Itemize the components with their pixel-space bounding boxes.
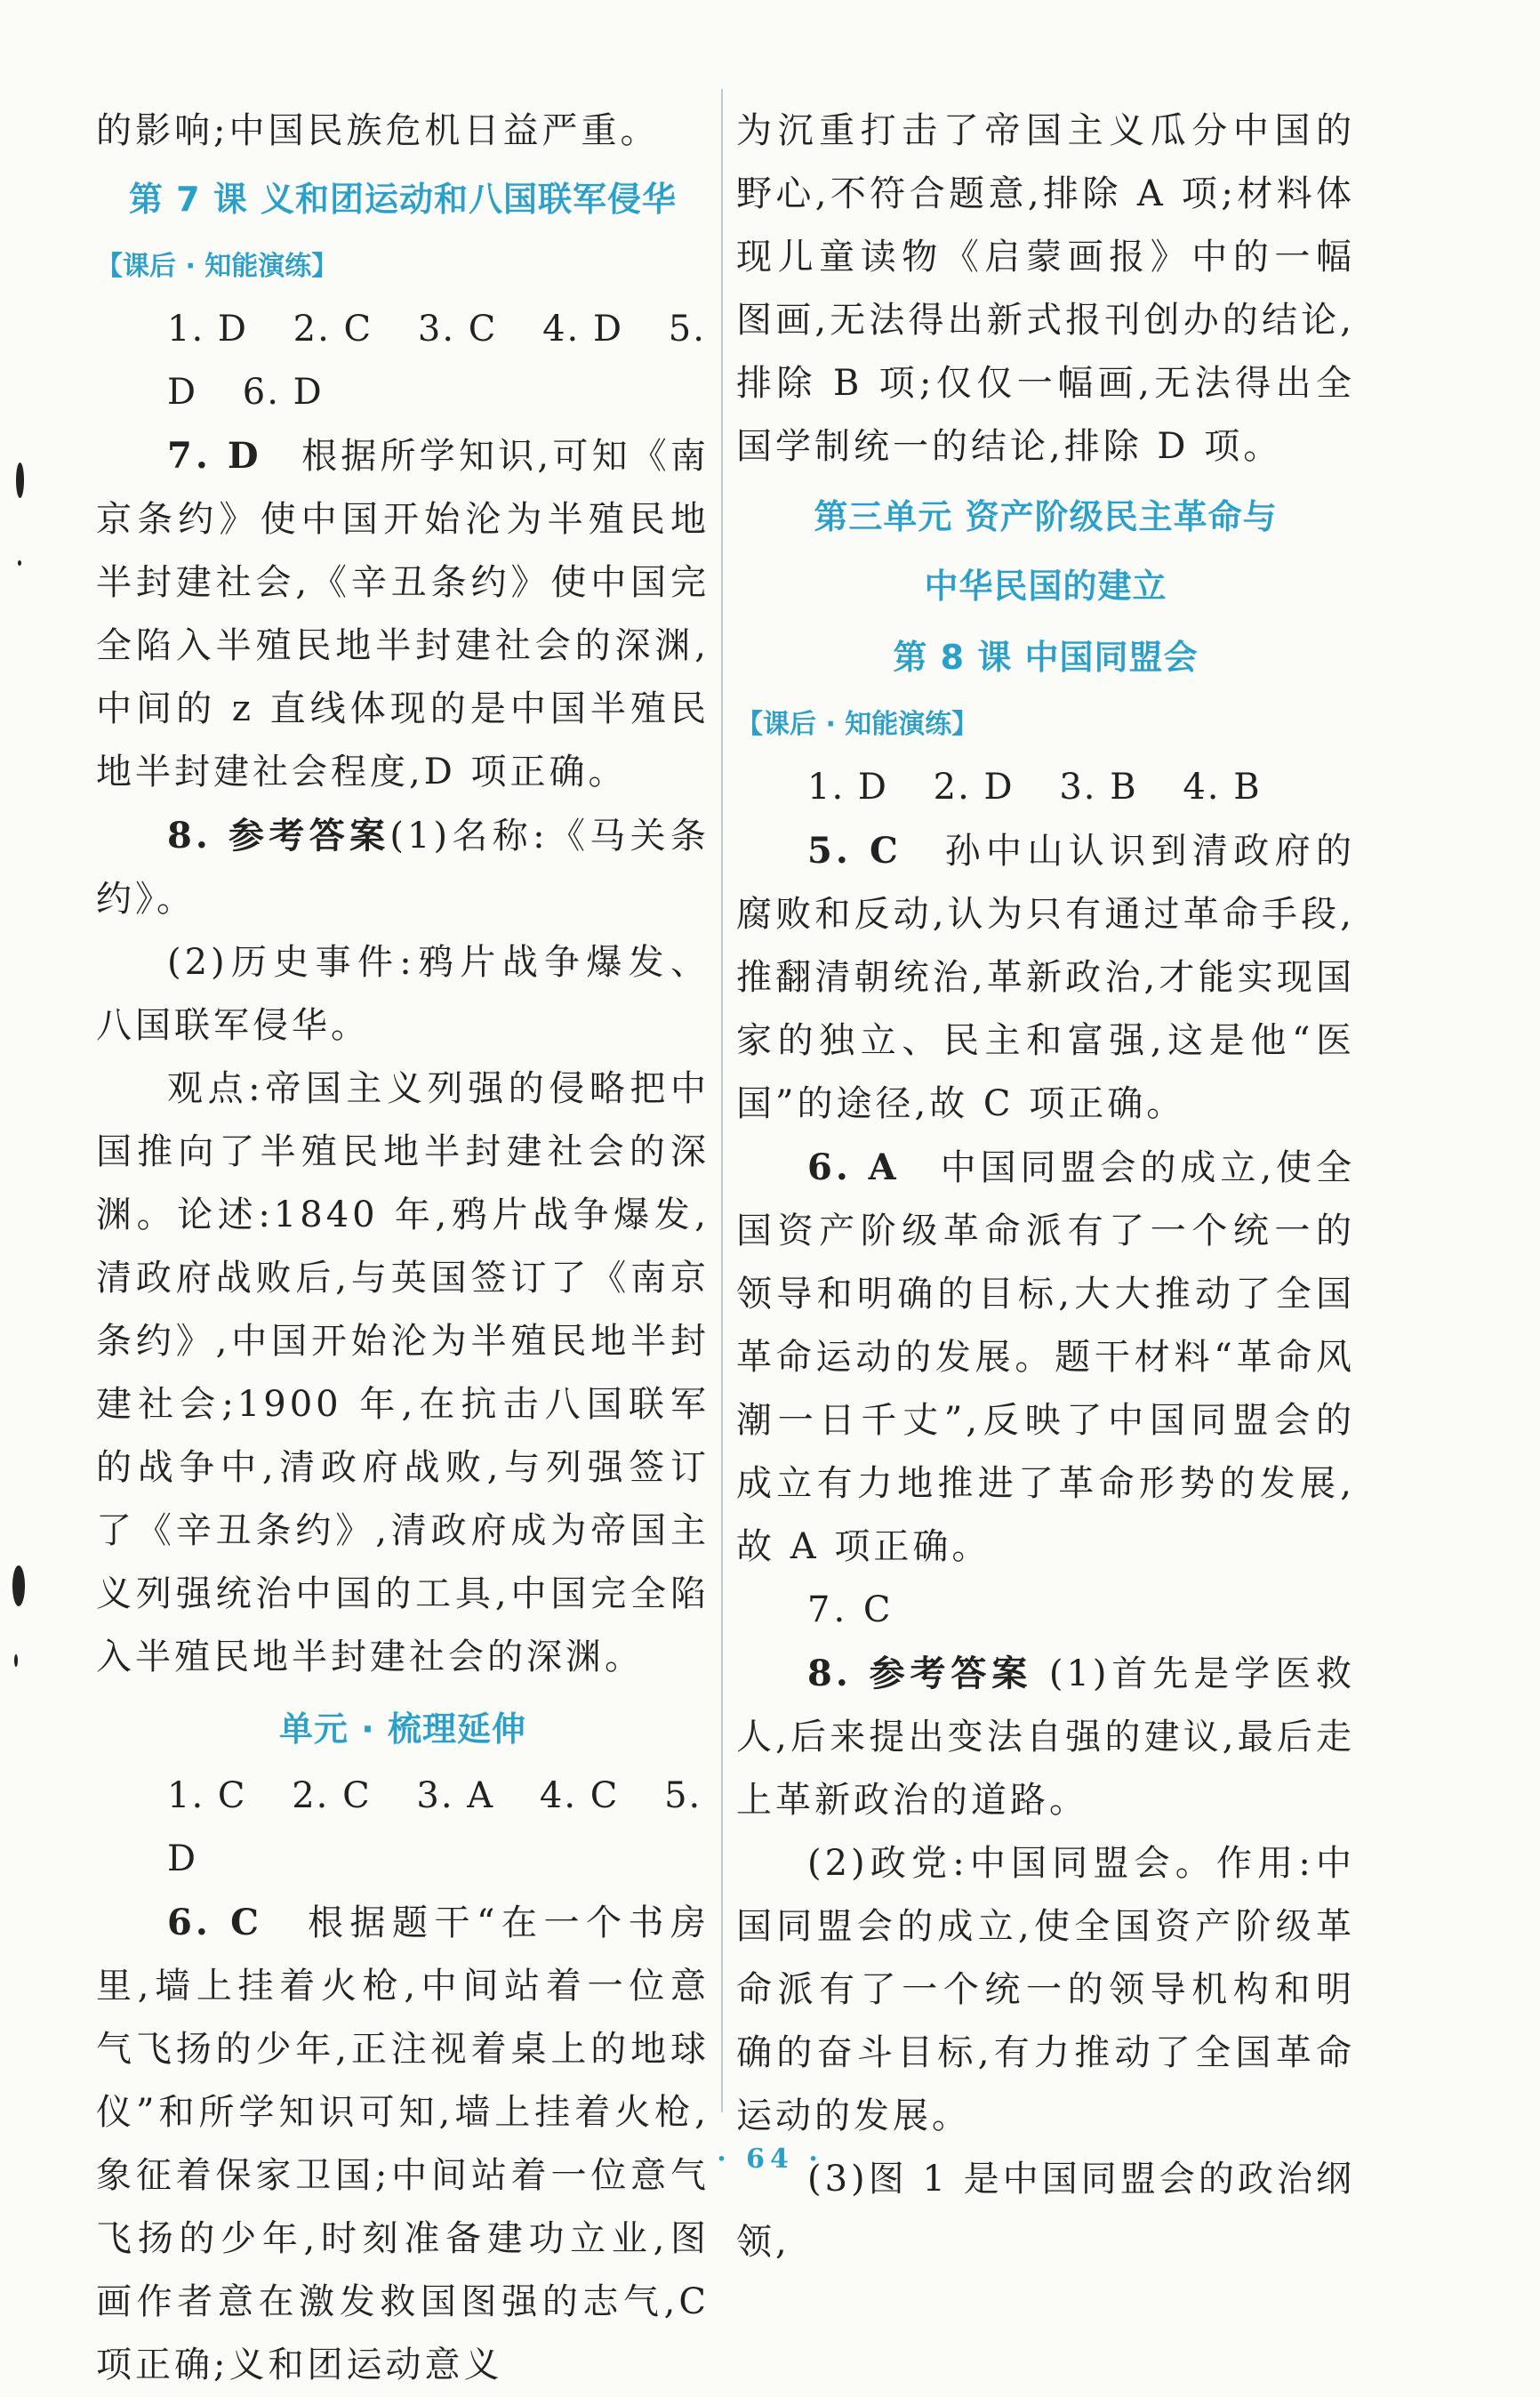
explanation-text: 根据所学知识,可知《南京条约》使中国开始沦为半殖民地半封建社会,《辛丑条约》使中国完全陷入半殖民地半封建社会的深渊,中间的 z 直线体现的是中国半殖民地半封建社会程度,D 项正确。 — [96, 436, 710, 792]
page-number: · 64 · — [717, 2144, 823, 2175]
paragraph: (2)历史事件:鸦片战争爆发、八国联军侵华。 — [96, 942, 710, 1046]
answer: 1. C — [167, 1775, 247, 1816]
answer: 4. C — [539, 1775, 620, 1816]
paragraph: (2)政党:中国同盟会。作用:中国同盟会的成立,使全国资产阶级革命派有了一个统一的领导机构和明确的奋斗目标,有力推动了全国革命运动的发展。 — [736, 1843, 1355, 2136]
explanation — [96, 424, 710, 804]
answer-row — [96, 298, 710, 424]
answer-label: 8. 参考答案 — [167, 815, 390, 857]
question-number: 5. C — [807, 830, 902, 872]
reference-answer — [96, 804, 710, 931]
answer: 2. C — [293, 309, 373, 350]
answer-text: (1)名称:《马关条约》。 — [96, 816, 710, 920]
answer: 4. B — [1183, 767, 1262, 808]
scan-mark — [18, 560, 21, 566]
explanation — [736, 819, 1355, 1136]
answer-row — [736, 756, 1355, 819]
answer: 2. D — [933, 767, 1015, 808]
reference-answer — [736, 1642, 1355, 1832]
explanation-text: 孙中山认识到清政府的腐败和反动,认为只有通过革命手段,推翻清朝统治,革新政治,才能实现国家的独立、民主和富强,这是他“医国”的途径,故 C 项正确。 — [736, 831, 1356, 1124]
answer: 7. C — [807, 1589, 894, 1630]
answer: 4. D — [542, 309, 624, 350]
paragraph: 为沉重打击了帝国主义瓜分中国的野心,不符合题意,排除 A 项;材料体现儿童读物《启蒙画报》中的一幅图画,无法得出新式报刊创办的结论,排除 B 项;仅仅一幅画,无法得出全国学制统一的结论,排除 D 项。 — [736, 110, 1355, 467]
lesson-title: 第 8 课 中国同盟会 — [893, 638, 1199, 677]
answer: 5. D — [167, 1775, 702, 1879]
unit-title: 中华民国的建立 — [924, 567, 1167, 606]
answer-label: 8. 参考答案 — [807, 1653, 1033, 1694]
answer: 6. D — [242, 372, 324, 413]
answer-row — [96, 1765, 710, 1891]
column-divider — [721, 89, 723, 2112]
explanation — [736, 1136, 1355, 1579]
answer-text: (1)首先是学医救人,后来提出变法自强的建议,最后走上革新政治的道路。 — [736, 1653, 1355, 1821]
answer: 3. C — [417, 309, 498, 350]
scan-mark — [12, 1565, 25, 1606]
unit-title: 第三单元 资产阶级民主革命与 — [814, 497, 1278, 536]
scan-mark — [14, 1654, 18, 1667]
question-number: 6. A — [807, 1146, 900, 1188]
question-number: 6. C — [167, 1902, 263, 1943]
right-column — [736, 100, 1355, 2274]
answer: 3. B — [1059, 767, 1138, 808]
paragraph: 观点:帝国主义列强的侵略把中国推向了半殖民地半封建社会的深渊。论述:1840 年,鸦片战争爆发,清政府战败后,与英国签订了《南京条约》,中国开始沦为半殖民地半封建社会;1900 年,在抗击八国联军的战争中,清政府战败,与列强签订了《辛丑条约》,清政府成为帝国主义列强统治中国的工具,中国完全陷入半殖民地半封建社会的深渊。 — [96, 1068, 710, 1677]
paragraph: 的影响;中国民族危机日益严重。 — [96, 110, 660, 151]
answer: 2. C — [292, 1775, 372, 1816]
answer: 1. D — [167, 309, 248, 350]
left-column — [96, 100, 710, 2397]
question-number: 7. D — [167, 435, 262, 477]
answer: 3. A — [416, 1775, 495, 1816]
section-header: 【课后 · 知能演练】 — [96, 251, 339, 282]
section-header: 【课后 · 知能演练】 — [736, 709, 979, 740]
section-title: 单元 · 梳理延伸 — [279, 1709, 526, 1749]
explanation-text: 根据题干“在一个书房里,墙上挂着火枪,中间站着一位意气飞扬的少年,正注视着桌上的地球仪”和所学知识可知,墙上挂着火枪,象征着保家卫国;中间站着一位意气飞扬的少年,时刻准备建功立业,图画作者意在激发救国图强的志气,C 项正确;义和团运动意义 — [96, 1902, 710, 2385]
answer: 1. D — [807, 767, 888, 808]
explanation-text: 中国同盟会的成立,使全国资产阶级革命派有了一个统一的领导和明确的目标,大大推动了全国革命运动的发展。题干材料“革命风潮一日千丈”,反映了中国同盟会的成立有力地推进了革命形势的发展,故 A 项正确。 — [736, 1147, 1356, 1567]
paragraph: (3)图 1 是中国同盟会的政治纲领, — [736, 2159, 1355, 2263]
scan-mark — [16, 463, 24, 498]
answer: 5. D — [167, 309, 706, 413]
lesson-title: 第 7 课 义和团运动和八国联军侵华 — [128, 180, 678, 219]
